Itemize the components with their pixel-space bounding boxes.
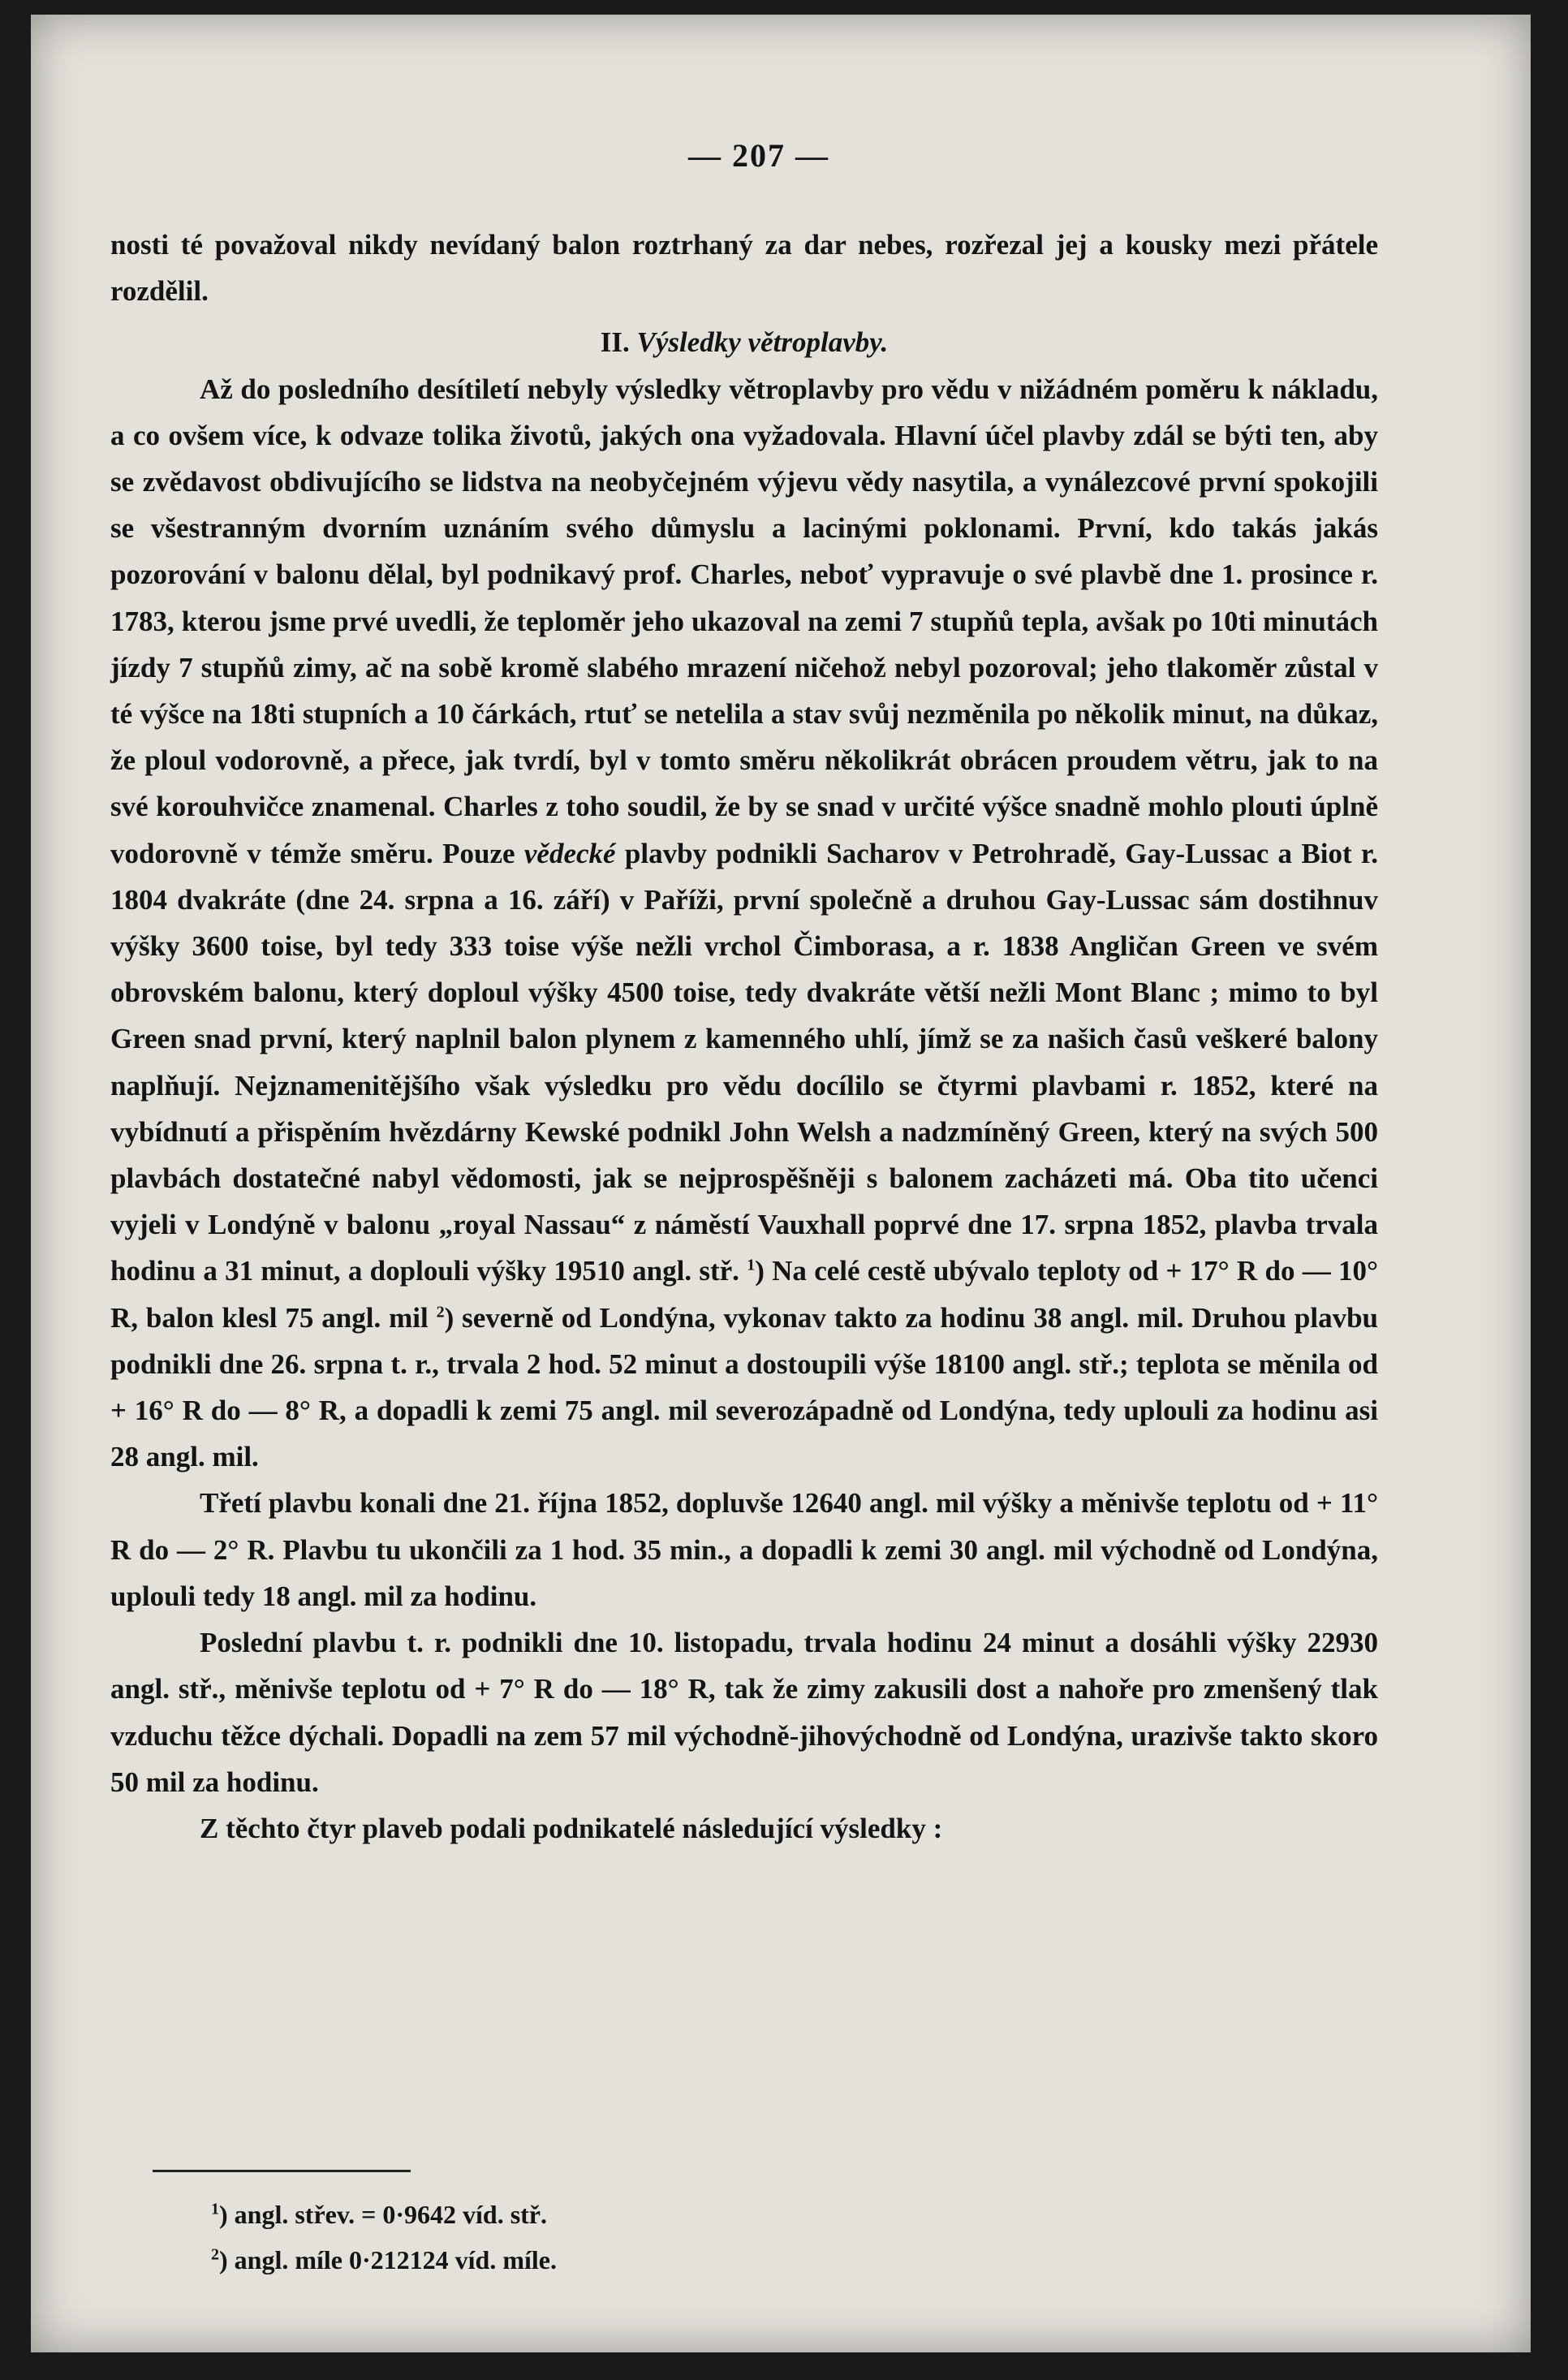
footnote-2-text: ) angl. míle 0·212124 víd. míle. <box>219 2245 557 2274</box>
footnote-2-mark: 2 <box>211 2245 219 2264</box>
paragraph-2: Třetí plavbu konali dne 21. října 1852, dopluvše 12640 angl. mil výšky a měnivše teplotu od + 11° R do — 2° R. Plavbu tu ukončili za 1 hod. 35 min., a dopadli k zemi 30 angl. mil východně od Londýna, uplouli tedy 18 angl. mil za hodinu. <box>110 1487 1378 1612</box>
paragraph-3: Poslední plavbu t. r. podnikli dne 10. listopadu, trvala hodinu 24 minut a dosáhli výšky 22930 angl. stř., měnivše teplotu od + 7° R do — 18° R, tak že zimy zakusili dost a nahoře pro zmenšený tlak vzduchu těžce dýchali. Dopadli na zem 57 mil východně-jihovýchodně od Londýna, urazivše takto skoro 50 mil za hodinu. <box>110 1627 1378 1798</box>
paragraph-1-continued: plavby podnikli Sacharov v Petrohradě, Gay-Lussac a Biot r. 1804 dvakráte (dne 24. srpna a 16. září) v Paříži, první společně a druhou Gay-Lussac sám dostihnuv výšky 3600 toise, byl tedy 333 toise výše nežli vrchol Čimborasa, a r. 1838 Angličan Green ve svém obrovském balonu, který doploul výšky 4500 toise, tedy dvakráte větší nežli Mont Blanc ; mimo to byl Green snad první, který naplnil balon plynem z kamenného uhlí, jímž se za našich časů veškeré balony naplňují. Nejznamenitějšího však výsledku pro vědu docílilo se čtyrmi plavbami r. 1852, které na vybídnutí a přispěním hvězdárny Kewské podnikl John Welsh a nadzmíněný Green, který na svých 500 plavbách dostatečné nabyl vědomosti, jak se nejprospěšněji s balonem zacházeti má. Oba tito učenci vyjeli v Londýně v balonu „royal Nassau“ z náměstí Vauxhall poprvé dne 17. srpna 1852, plavba trvala hodinu a 31 minut, a doplouli výšky 19510 angl. stř. <box>110 837 1379 1287</box>
footnote-2 <box>211 2237 557 2283</box>
page-number: — 207 — <box>688 137 829 174</box>
paragraph-1-italic: vědecké <box>523 837 616 869</box>
paragraph-1-text: Až do posledního desítiletí nebyly výsledky větroplavby pro vědu v nižádném poměru k nákladu, a co ovšem více, k odvaze tolika životů, jakých ona vyžadovala. Hlavní účel plavby zdál se býti ten, aby se zvědavost obdivujícího se lidstva na neobyčejném výjevu vědy nasytila, a vynálezcové první spokojili se všestranným dvorním uznáním svého důmyslu a lacinými poklonami. První, kdo takás jakás pozorování v balonu dělal, byl podnikavý prof. Charles, neboť vypravuje o své plavbě dne 1. prosince r. 1783, kterou jsme prvé uvedli, že teploměr jeho ukazoval na zemi 7 stupňů tepla, avšak po 10ti minutách jízdy 7 stupňů zimy, ač na sobě kromě slabého mrazení ničehož nebyl pozoroval; jeho tlakoměr zůstal v té výšce na 18ti stupních a 10 čárkách, rtuť se netelila a stav svůj nezměnila po několik minut, na důkaz, že ploul vodorovně, a přece, jak tvrdí, byl v tomto směru několikrát obrácen proudem větru, jak to na své korouhvičce znamenal. Charles z toho soudil, že by se snad v určité výšce snadně mohlo plouti úplně vodorovně v témže směru. Pouze <box>110 373 1378 869</box>
paragraph-1-continued-2: ) Na celé cestě ubývalo teploty od + 17° R do — 10° R, balon klesl 75 angl. mil <box>110 1255 1378 1334</box>
paragraph-1 <box>110 366 1378 1481</box>
footnote-ref-1: 1 <box>747 1256 756 1274</box>
heading-title: Výsledky větroplavby. <box>636 326 889 359</box>
paragraph-4: Z těchto čtyr plaveb podali podnikatelé následující výsledky : <box>200 1812 943 1844</box>
footnote-ref-2: 2 <box>436 1303 445 1322</box>
footnote-divider <box>153 2170 411 2172</box>
section-heading <box>110 319 1378 365</box>
heading-number: II. <box>600 326 630 359</box>
page-text <box>110 222 1378 1852</box>
footnote-1 <box>211 2192 557 2237</box>
book-page <box>31 15 1531 2352</box>
footnote-1-mark: 1 <box>211 2200 219 2218</box>
paragraph-intro: nosti té považoval nikdy nevídaný balon roztrhaný za dar nebes, rozřezal jej a kousky mezi přátele rozdělil. <box>110 229 1378 308</box>
footnote-1-text: ) angl. střev. = 0·9642 víd. stř. <box>219 2200 547 2229</box>
paragraph-1-continued-3: ) severně od Londýna, vykonav takto za hodinu 38 angl. mil. Druhou plavbu podnikli dne 26. srpna t. r., trvala 2 hod. 52 minut a dostoupili výše 18100 angl. stř.; teplota se měnila od + 16° R do — 8° R, a dopadli k zemi 75 angl. mil severozápadně od Londýna, tedy uplouli za hodinu asi 28 angl. mil. <box>110 1301 1378 1473</box>
footnotes <box>211 2192 557 2283</box>
